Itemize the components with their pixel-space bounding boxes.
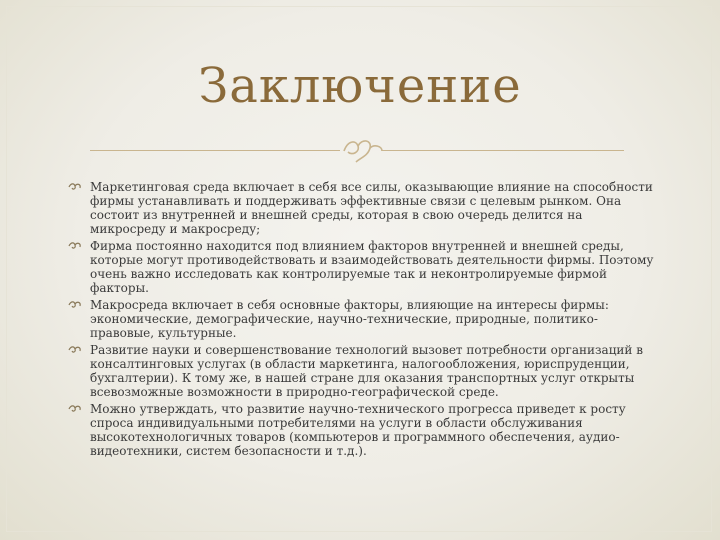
ornamental-bullet-icon: [68, 182, 82, 192]
ornamental-bullet-icon: [68, 345, 82, 355]
title-divider-left: [90, 150, 340, 151]
list-item: [68, 343, 658, 399]
title-divider-right: [382, 150, 624, 151]
title-ornament-icon: [338, 136, 386, 166]
list-item-text: Развитие науки и совершенствование технологий вызовет потребности организаций в консалтинговых услугах (в области маркетинга, налогообложения, юриспруденции, бухгалтерии). К тому же, в нашей стране для оказания транспортных услуг открыты всевозможные возможности в природно-географической среде.: [90, 343, 643, 399]
list-item-text: Фирма постоянно находится под влиянием факторов внутренней и внешней среды, которые могут противодействовать и взаимодействовать деятельности фирмы. Поэтому очень важно исследовать как контролируемые так и неконтролируемые фирмой факторы.: [90, 239, 654, 295]
ornamental-bullet-icon: [68, 404, 82, 414]
ornamental-bullet-icon: [68, 241, 82, 251]
bullet-list: [68, 180, 658, 461]
list-item: [68, 298, 658, 340]
list-item: [68, 239, 658, 295]
ornamental-bullet-icon: [68, 300, 82, 310]
list-item-text: Маркетинговая среда включает в себя все силы, оказывающие влияние на способности фирмы устанавливать и поддерживать эффективные связи с целевым рынком. Она состоит из внутренней и внешней среды, которая в свою очередь делится на микросреду и макросреду;: [90, 180, 653, 236]
list-item: [68, 180, 658, 236]
list-item-text: Можно утверждать, что развитие научно-технического прогресса приведет к росту спроса индивидуальными потребителями на услуги в области обслуживания высокотехнологичных товаров (компьютеров и программного обеспечения, аудио-видеотехники, систем безопасности и т.д.).: [90, 402, 626, 458]
list-item-text: Макросреда включает в себя основные факторы, влияющие на интересы фирмы: экономические, демографические, научно-технические, природные, политико-правовые, культурные.: [90, 298, 609, 340]
slide-title: Заключение: [198, 58, 522, 114]
list-item: [68, 402, 658, 458]
